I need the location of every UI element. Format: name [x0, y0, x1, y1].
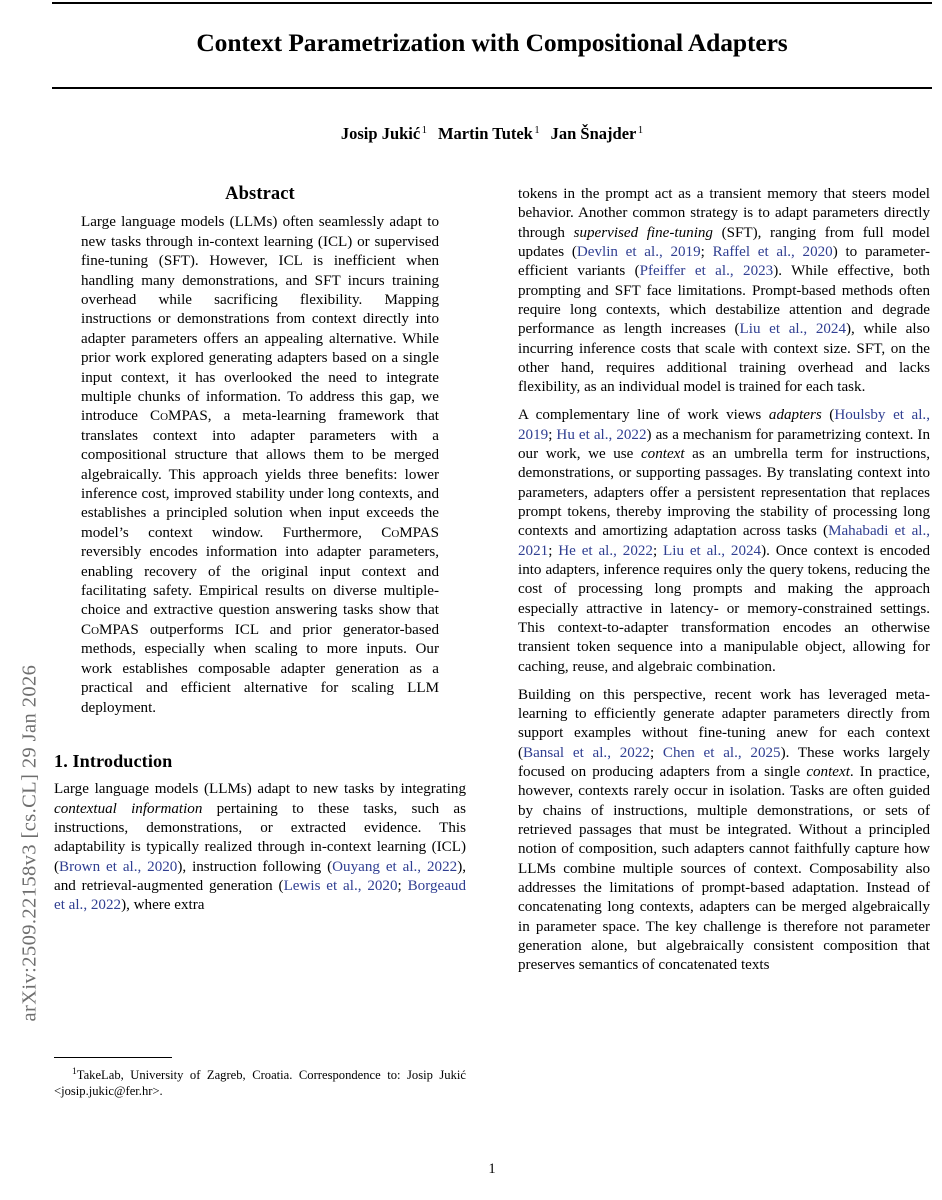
citation-link[interactable]: Raffel et al., 2020 [712, 244, 833, 261]
citation-link[interactable]: Chen et al., 2025 [662, 744, 781, 761]
right-column [518, 185, 930, 984]
citation-link[interactable]: Mahabadi et al., 2021 [518, 523, 931, 559]
paragraph-right-2: A complementary line of work views adapters (Houlsby et al., 2019; Hu et al., 2022) as a mechanism for parametrizing context. In our work, we use context as an umbrella term for instructions, demonstrations, or supporting passages. By translating context into parameters, adapters offer a persistent representation that replaces prompt tokens, thereby improving the stability of processing long contexts and amortizing adaptation across tasks (Mahabadi et al., 2021; He et al., 2022; Liu et al., 2024). Once context is encoded into adapters, inference requires only the query tokens, reducing the cost of processing long prompts and making the approach especially attractive in latency- or memory-constrained settings. This context-to-adapter transformation encodes an otherwise transient token sequence into a manipulable object, allowing for caching, reuse, and algebraic combination. [518, 407, 931, 675]
citation-link[interactable]: Liu et al., 2024 [739, 321, 847, 338]
citation-link[interactable]: Bansal et al., 2022 [523, 744, 650, 761]
page-number: 1 [488, 1161, 496, 1177]
emphasis-text: context [640, 445, 685, 462]
header-rule-bottom [52, 87, 932, 89]
citation-link[interactable]: Hu et al., 2022 [556, 426, 647, 443]
author-name: Josip Jukić [340, 124, 421, 143]
author-affiliation-mark: 1 [637, 124, 644, 136]
footnote-block [54, 1057, 466, 1100]
abstract-body: Large language models (LLMs) often seamlessly adapt to new tasks through in-context learning (ICL) or supervised fine-tuning (SFT). However, ICL is inefficient when handling many demonstrations, and SFT incurs training overhead while sacrificing flexibility. Mapping instructions or demonstrations from context directly into adapter parameters offers an appealing alternative. While prior work explored generating adapters based on a single input context, it has overlooked the need to integrate multiple chunks of information. To address this gap, we introduce CoMPAS, a meta-learning framework that translates context into adapter parameters with a compositional structure that allows them to be merged algebraically. This approach yields three benefits: lower inference cost, improved stability under long contexts, and establishes a principled solution when input exceeds the model’s context window. Furthermore, CoMPAS reversibly encodes information into adapter parameters, enabling recovery of the original input context and facilitating safety. Empirical results on diverse multiple-choice and extractive question answering tasks show that CoMPAS outperforms ICL and prior generator-based methods, especially when scaling to more inputs. Our work establishes composable adapter generation as a practical and efficient alternative for scaling LLM deployment. [81, 214, 439, 716]
author-list [52, 124, 932, 144]
header-rule-top [52, 2, 932, 4]
arxiv-stamp-text: arXiv:2509.22158v3 [cs.CL] 29 Jan 2026 [18, 664, 41, 1022]
method-name: CoMPAS [150, 408, 208, 425]
author-name: Jan Šnajder [550, 124, 637, 143]
footnote-text [54, 1064, 466, 1100]
citation-link[interactable]: Devlin et al., 2019 [576, 244, 701, 261]
emphasis-text: contextual information [54, 800, 203, 817]
footnote-body: TakeLab, University of Zagreb, Croatia. Correspondence to: Josip Jukić <josip.jukic@fer.hr>. [54, 1068, 466, 1099]
section-heading-introduction: 1. Introduction [54, 750, 173, 771]
author-3 [551, 124, 643, 143]
method-name: CoMPAS [81, 621, 139, 638]
paper-page [52, 0, 932, 1200]
emphasis-text: adapters [768, 407, 822, 424]
citation-link[interactable]: Houlsby et al., 2019 [518, 407, 930, 443]
author-affiliation-mark: 1 [534, 124, 540, 136]
method-name: CoMPAS [381, 524, 439, 541]
footnote-rule [54, 1057, 172, 1058]
page-title: Context Parametrization with Compositional Adapters [196, 28, 788, 57]
author-1 [341, 124, 427, 143]
author-2 [438, 124, 540, 143]
author-name: Martin Tutek [437, 124, 533, 143]
citation-link[interactable]: Ouyang et al., 2022 [332, 858, 458, 875]
citation-link[interactable]: Borgeaud et al., 2022 [54, 877, 466, 914]
citation-link[interactable]: He et al., 2022 [558, 542, 653, 559]
emphasis-text: supervised fine-tuning [573, 224, 713, 241]
citation-link[interactable]: Pfeiffer et al., 2023 [639, 263, 774, 280]
paragraph-right-3: Building on this perspective, recent work has leveraged meta-learning to efficiently generate adapter parameters directly from support examples without fine-tuning anew for each context (Bansal et al., 2022; Chen et al., 2025). These works largely focused on producing adapters from a single context. In practice, however, contexts rarely occur in isolation. Tasks are often guided by chains of instructions, multiple demonstrations, or sets of retrieved passages that must be integrated. Without a principled notion of composition, such adapters cannot faithfully capture how LLMs combine multiple sources of context. Composability also addresses the limitations of prompt-based adaptation. Instead of concatenating long contexts, adapters can be merged algebraically in parameter space. The key challenge is therefore not parameter generation alone, but algebraically consistent composition that preserves semantics of concatenated texts [518, 686, 931, 974]
paragraph-introduction-1: Large language models (LLMs) adapt to new tasks by integrating contextual information pertaining to these tasks, such as instructions, demonstrations, or extracted evidence. This adaptability is typically realized through in-context learning (ICL) (Brown et al., 2020), instruction following (Ouyang et al., 2022), and retrieval-augmented generation (Lewis et al., 2020; Borgeaud et al., 2022), where extra [54, 781, 466, 914]
emphasis-text: context [806, 763, 850, 780]
arxiv-stamp [0, 0, 46, 1200]
citation-link[interactable]: Lewis et al., 2020 [283, 877, 398, 894]
author-affiliation-mark: 1 [421, 124, 427, 136]
left-column [54, 185, 466, 916]
citation-link[interactable]: Liu et al., 2024 [663, 542, 762, 559]
abstract-heading: Abstract [225, 184, 295, 204]
footnote-mark: 1 [72, 1067, 77, 1077]
paragraph-right-1: tokens in the prompt act as a transient memory that steers model behavior. Another common strategy is to adapt parameters directly through supervised fine-tuning (SFT), ranging from full model updates (Devlin et al., 2019; Raffel et al., 2020) to parameter-efficient variants (Pfeiffer et al., 2023). While effective, both prompting and SFT face limitations. Prompt-based methods often require long contexts, which destabilize attention and degrade performance as length increases (Liu et al., 2024), while also incurring inference costs that scale with context size. SFT, on the other hand, requires additional training overhead and lacks flexibility, as an individual model is trained for each task. [518, 186, 931, 396]
citation-link[interactable]: Brown et al., 2020 [59, 858, 178, 875]
